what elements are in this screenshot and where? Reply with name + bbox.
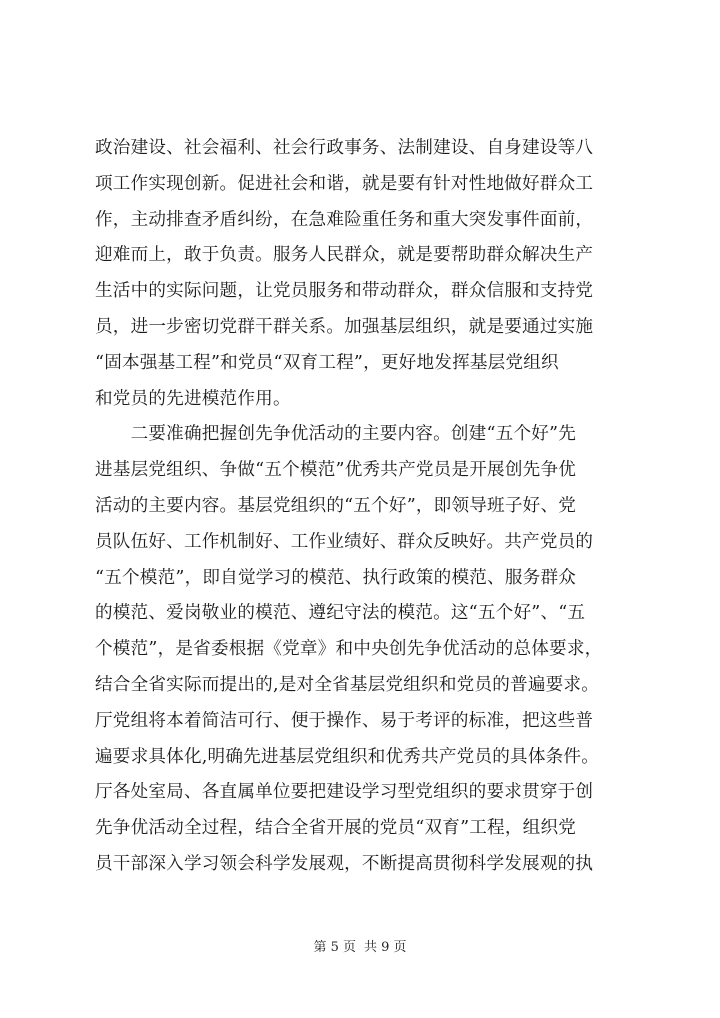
text-line: 员干部深入学习领会科学发展观，不断提高贯彻科学发展观的执	[95, 853, 594, 874]
text-line: 遍要求具体化,明确先进基层党组织和优秀共产党员的具体条件。	[95, 746, 600, 767]
text-line: 生活中的实际问题，让党员服务和带动群众，群众信服和支持党	[95, 281, 594, 302]
text-line: 厅各处室局、各直属单位要把建设学习型党组织的要求贯穿于创	[95, 782, 594, 803]
body-text	[95, 131, 635, 883]
text-line: 政治建设、社会福利、社会行政事务、法制建设、自身建设等八	[95, 138, 594, 158]
text-line: 结合全省实际而提出的,是对全省基层党组织和党员的普遍要求。	[95, 674, 600, 695]
text-line: 先争优活动全过程，结合全省开展的党员“双育”工程，组织党	[95, 818, 577, 839]
text-line: 二要准确把握创先争优活动的主要内容。创建“五个好”先	[95, 424, 577, 445]
page-footer	[0, 938, 720, 958]
text-line: 的模范、爱岗敬业的模范、遵纪守法的模范。这“五个好”、“五	[95, 603, 586, 624]
text-line: 员队伍好、工作机制好、工作业绩好、群众反映好。共产党员的	[95, 531, 594, 552]
page-total: 共 9 页	[364, 940, 407, 955]
text-line: 迎难而上，敢于负责。服务人民群众，就是要帮助群众解决生产	[95, 245, 594, 266]
text-line: 进基层党组织、争做“五个模范”优秀共产党员是开展创先争优	[95, 460, 577, 481]
text-line: “固本强基工程”和党员“双育工程”，更好地发挥基层党组织	[95, 352, 559, 373]
page-number: 第 5 页	[313, 940, 356, 955]
text-line: 和党员的先进模范作用。	[95, 388, 291, 409]
text-line: 个模范”，是省委根据《党章》和中央创先争优活动的总体要求，	[95, 639, 603, 660]
text-line: 作，主动排查矛盾纠纷，在急难险重任务和重大突发事件面前，	[95, 209, 594, 230]
text-line: “五个模范”，即自觉学习的模范、执行政策的模范、服务群众	[95, 567, 577, 588]
text-line: 员，进一步密切党群干群关系。加强基层组织，就是要通过实施	[95, 316, 594, 337]
text-line: 项工作实现创新。促进社会和谐，就是要有针对性地做好群众工	[95, 173, 594, 194]
text-line: 厅党组将本着简洁可行、便于操作、易于考评的标准，把这些普	[95, 710, 594, 731]
text-line: 活动的主要内容。基层党组织的“五个好”，即领导班子好、党	[95, 495, 577, 516]
